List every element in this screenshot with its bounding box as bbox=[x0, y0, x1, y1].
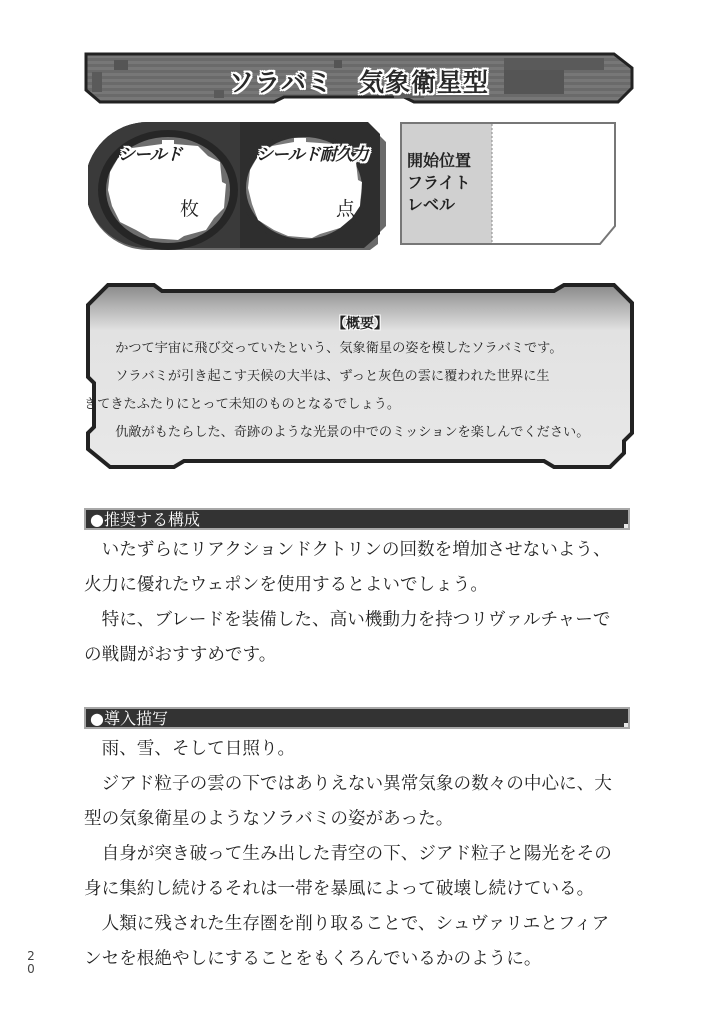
body-line: ンセを根絶やしにすることをもくろんでいるかのように。 bbox=[84, 949, 542, 969]
start-label-line: フライト bbox=[407, 173, 471, 192]
body-line: の戦闘がおすすめです。 bbox=[84, 645, 277, 665]
header-corner-mark bbox=[624, 524, 628, 528]
shield-durability-unit: 点 bbox=[336, 198, 356, 220]
summary-box bbox=[84, 283, 636, 469]
body-line: 特に、ブレードを装備した、高い機動力を持つリヴァルチャーで bbox=[101, 610, 611, 630]
shield-stats-panel bbox=[88, 122, 388, 255]
start-label-line: 開始位置 bbox=[407, 151, 472, 170]
body-line: ジアド粒子の雲の下ではありえない異常気象の数々の中心に、大 bbox=[101, 774, 612, 794]
shield-label: シールド bbox=[118, 145, 182, 165]
header-corner-mark bbox=[624, 723, 628, 727]
summary-heading: 【概要】 bbox=[332, 316, 388, 332]
start-position-box bbox=[400, 122, 620, 245]
summary-paragraph: 仇敵がもたらした、奇跡のような光景の中でのミッションを楽しんでください。 bbox=[115, 425, 590, 440]
body-line: 火力に優れたウェポンを使用するとよいでしょう。 bbox=[84, 575, 488, 595]
body-line: 雨、雪、そして日照り。 bbox=[101, 739, 296, 759]
section-body-recommended-build bbox=[84, 533, 644, 673]
page-title: ソラバミ 気象衛星型 bbox=[228, 68, 489, 97]
title-banner bbox=[84, 52, 634, 104]
section-header-introduction bbox=[84, 707, 630, 729]
section-body-introduction bbox=[84, 732, 644, 977]
page-number-digit: 0 bbox=[27, 962, 35, 976]
summary-paragraph: かつて宇宙に飛び交っていたという、気象衛星の姿を模したソラバミです。 bbox=[115, 341, 563, 356]
section-heading: ●推奨する構成 bbox=[90, 510, 200, 529]
summary-paragraph: きてきたふたりにとって未知のものとなるでしょう。 bbox=[84, 397, 401, 412]
body-line: 自身が突き破って生み出した青空の下、ジアド粒子と陽光をその bbox=[101, 844, 612, 864]
section-heading: ●導入描写 bbox=[90, 709, 168, 728]
shield-unit: 枚 bbox=[180, 198, 200, 220]
start-label-line: レベル bbox=[407, 195, 456, 214]
section-header-recommended-build bbox=[84, 508, 630, 530]
body-line: 人類に残された生存圏を削り取ることで、シュヴァリエとフィア bbox=[101, 914, 610, 934]
body-line: 身に集約し続けるそれは一帯を暴風によって破壊し続けている。 bbox=[84, 879, 595, 899]
body-line: いたずらにリアクションドクトリンの回数を増加させないよう、 bbox=[101, 540, 611, 560]
page-number bbox=[26, 950, 36, 976]
shield-durability-label: シールド耐久力 bbox=[256, 145, 368, 165]
page-number-digit: 2 bbox=[27, 949, 35, 963]
body-line: 型の気象衛星のようなソラバミの姿があった。 bbox=[84, 809, 454, 829]
start-position-label bbox=[407, 150, 493, 216]
summary-paragraph: ソラバミが引き起こす天候の大半は、ずっと灰色の雲に覆われた世界に生 bbox=[115, 369, 550, 384]
summary-body bbox=[84, 335, 636, 447]
